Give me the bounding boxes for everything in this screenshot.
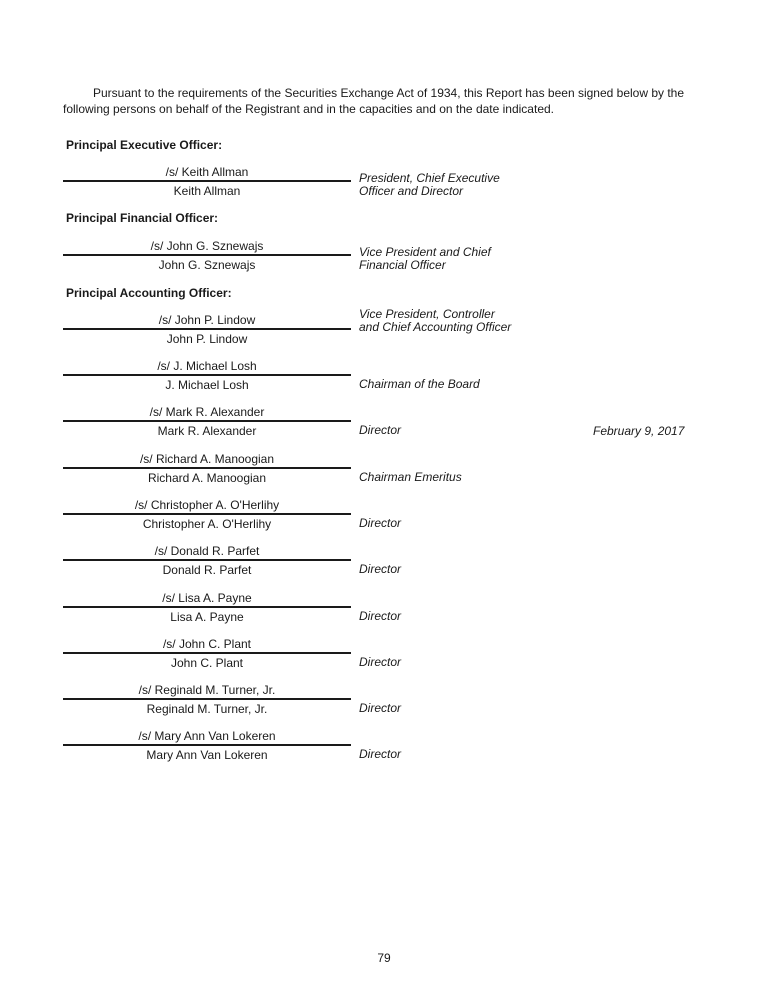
signer-name-john-lindow: John P. Lindow bbox=[166, 332, 248, 346]
signature-mark-alexander: /s/ Mark R. Alexander bbox=[149, 405, 265, 419]
signer-name-reginald-turner: Reginald M. Turner, Jr. bbox=[146, 702, 268, 716]
signature-line bbox=[63, 513, 351, 515]
capacity-richard-manoogian: Chairman Emeritus bbox=[359, 470, 462, 484]
signature-donald-parfet: /s/ Donald R. Parfet bbox=[154, 544, 260, 558]
signature-line bbox=[63, 420, 351, 422]
capacity-john-lindow-line2: and Chief Accounting Officer bbox=[359, 320, 512, 334]
signature-line bbox=[63, 467, 351, 469]
signer-name-keith-allman: Keith Allman bbox=[173, 184, 241, 198]
signer-name-donald-parfet: Donald R. Parfet bbox=[162, 563, 252, 577]
capacity-john-plant: Director bbox=[359, 655, 402, 669]
signer-name-mark-alexander: Mark R. Alexander bbox=[157, 424, 257, 438]
signature-line bbox=[63, 328, 351, 330]
capacity-michael-losh: Chairman of the Board bbox=[359, 377, 480, 391]
signature-mary-ann-van-lokeren: /s/ Mary Ann Van Lokeren bbox=[138, 729, 276, 743]
intro-paragraph: Pursuant to the requirements of the Securities Exchange Act of 1934, this Report has been signed below by the following persons on behalf of the Registrant and in the capacities and on the date indicated. bbox=[63, 86, 685, 116]
capacity-john-sznewajs-line1: Vice President and Chief bbox=[359, 245, 491, 259]
capacity-keith-allman-line1: President, Chief Executive bbox=[359, 171, 500, 185]
heading-principal-accounting-officer: Principal Accounting Officer: bbox=[66, 286, 232, 300]
signature-michael-losh: /s/ J. Michael Losh bbox=[157, 359, 257, 373]
heading-principal-financial-officer: Principal Financial Officer: bbox=[66, 211, 219, 225]
signature-john-plant: /s/ John C. Plant bbox=[162, 637, 252, 651]
signature-line bbox=[63, 698, 351, 700]
capacity-christopher-oherlihy: Director bbox=[359, 516, 402, 530]
signer-name-john-plant: John C. Plant bbox=[170, 656, 244, 670]
signature-keith-allman: /s/ Keith Allman bbox=[165, 165, 249, 179]
signer-name-mary-ann-van-lokeren: Mary Ann Van Lokeren bbox=[146, 748, 268, 762]
signature-line bbox=[63, 606, 351, 608]
heading-principal-executive-officer: Principal Executive Officer: bbox=[66, 138, 223, 152]
signing-date: February 9, 2017 bbox=[593, 424, 685, 438]
signer-name-lisa-payne: Lisa A. Payne bbox=[170, 610, 244, 624]
signature-line bbox=[63, 254, 351, 256]
capacity-john-sznewajs-line2: Financial Officer bbox=[359, 258, 446, 272]
signer-name-richard-manoogian: Richard A. Manoogian bbox=[147, 471, 267, 485]
signature-john-lindow: /s/ John P. Lindow bbox=[158, 313, 256, 327]
page-number: 79 bbox=[377, 951, 391, 965]
signature-line bbox=[63, 559, 351, 561]
signature-christopher-oherlihy: /s/ Christopher A. O'Herlihy bbox=[134, 498, 280, 512]
capacity-mary-ann-van-lokeren: Director bbox=[359, 747, 402, 761]
capacity-john-lindow-line1: Vice President, Controller bbox=[359, 307, 495, 321]
signer-name-christopher-oherlihy: Christopher A. O'Herlihy bbox=[142, 517, 272, 531]
signature-reginald-turner: /s/ Reginald M. Turner, Jr. bbox=[138, 683, 276, 697]
signature-line bbox=[63, 180, 351, 182]
capacity-mark-alexander: Director bbox=[359, 423, 402, 437]
signer-name-michael-losh: J. Michael Losh bbox=[165, 378, 249, 392]
capacity-reginald-turner: Director bbox=[359, 701, 402, 715]
signature-line bbox=[63, 374, 351, 376]
capacity-keith-allman-line2: Officer and Director bbox=[359, 184, 464, 198]
signature-richard-manoogian: /s/ Richard A. Manoogian bbox=[139, 452, 275, 466]
signature-lisa-payne: /s/ Lisa A. Payne bbox=[162, 591, 252, 605]
signature-line bbox=[63, 652, 351, 654]
signer-name-john-sznewajs: John G. Sznewajs bbox=[158, 258, 256, 272]
capacity-donald-parfet: Director bbox=[359, 562, 402, 576]
signature-john-sznewajs: /s/ John G. Sznewajs bbox=[150, 239, 264, 253]
capacity-lisa-payne: Director bbox=[359, 609, 402, 623]
signature-line bbox=[63, 744, 351, 746]
